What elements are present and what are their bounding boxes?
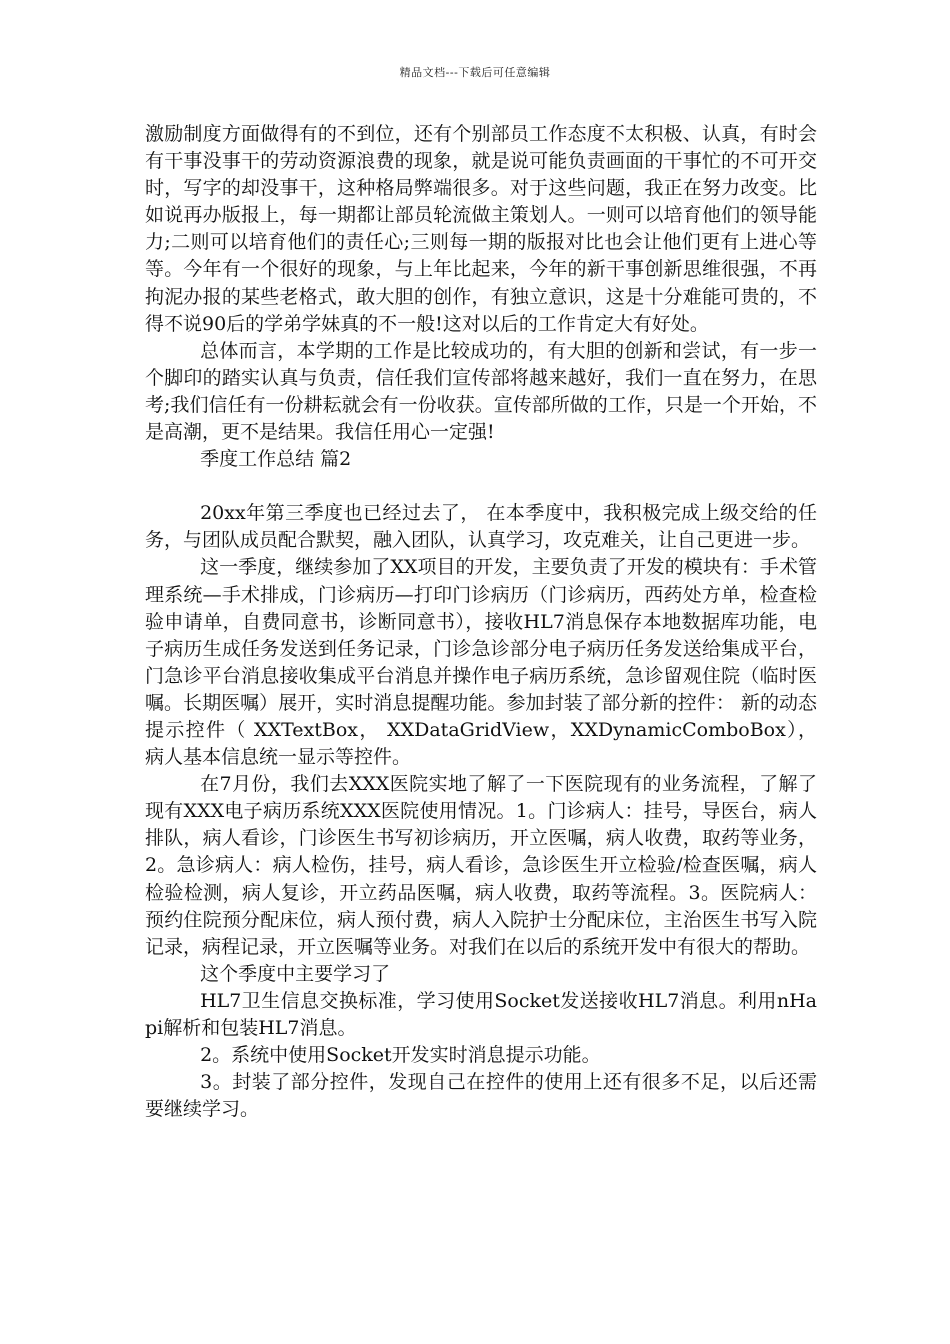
paragraph-7: HL7卫生信息交换标准，学习使用Socket发送接收HL7消息。利用nHapi解析和包装HL7消息。: [145, 989, 817, 1039]
section-heading: 季度工作总结 篇2: [200, 448, 352, 471]
paragraph-6: 这个季度中主要学习了: [200, 962, 391, 985]
paragraph-2: 总体而言，本学期的工作是比较成功的，有大胆的创新和尝试，有一步一个脚印的踏实认真与负责，信任我们宣传部将越来越好，我们一直在努力，在思考;我们信任有一份耕耘就会有一份收获。宣传部所做的工作，只是一个开始，不是高潮，更不是结果。我信任用心一定强!: [145, 339, 817, 444]
blank-line: [145, 473, 817, 500]
paragraph-3: 20xx年第三季度也已经过去了， 在本季度中，我积极完成上级交给的任务，与团队成员配合默契，融入团队，认真学习，攻克难关，让自己更进一步。: [145, 502, 817, 552]
paragraph-1: 激励制度方面做得有的不到位，还有个别部员工作态度不太积极、认真，有时会有干事没事干的劳动资源浪费的现象，就是说可能负责画面的干事忙的不可开交时，写字的却没事干，这种格局弊端很多。对于这些问题，我正在努力改变。比如说再办版报上，每一期都让部员轮流做主策划人。一则可以培育他们的领导能力;二则可以培育他们的责任心;三则每一期的版报对比也会让他们更有上进心等等。今年有一个很好的现象，与上年比起来，今年的新干事创新思维很强，不再拘泥办报的某些老格式，敢大胆的创作，有独立意识，这是十分难能可贵的，不得不说90后的学弟学妹真的不一般!这对以后的工作肯定大有好处。: [145, 123, 817, 335]
paragraph-4: 这一季度，继续参加了XX项目的开发，主要负责了开发的模块有：手术管理系统—手术排成，门诊病历—打印门诊病历（门诊病历，西药处方单，检查检验申请单，自费同意书，诊断同意书），接收HL7消息保存本地数据库功能，电子病历生成任务发送到任务记录，门诊急诊部分电子病历任务发送给集成平台，门急诊平台消息接收集成平台消息并操作电子病历系统，急诊留观住院（临时医嘱。长期医嘱）展开，实时消息提醒功能。参加封装了部分新的控件： 新的动态提示控件（ XXTextBox， XXDataGridView，XXDynamicComboBox），病人基本信息统一显示等控件。: [145, 556, 817, 769]
paragraph-9: 3。封装了部分控件，发现自己在控件的使用上还有很多不足，以后还需要继续学习。: [145, 1071, 817, 1121]
paragraph-8: 2。系统中使用Socket开发实时消息提示功能。: [200, 1044, 601, 1067]
document-body: [145, 121, 817, 1123]
paragraph-5: 在7月份，我们去XXX医院实地了解了一下医院现有的业务流程，了解了现有XXX电子病历系统XXX医院使用情况。1。门诊病人：挂号，导医台，病人排队，病人看诊，门诊医生书写初诊病历，开立医嘱，病人收费，取药等业务，2。急诊病人：病人检伤，挂号，病人看诊，急诊医生开立检验/检查医嘱，病人检验检测，病人复诊，开立药品医嘱，病人收费，取药等流程。3。医院病人：预约住院预分配床位，病人预付费，病人入院护士分配床位，主治医生书写入院记录，病程记录，开立医嘱等业务。对我们在以后的系统开发中有很大的帮助。: [145, 773, 817, 958]
page-header: 精品文档---下载后可任意编辑: [399, 66, 551, 79]
